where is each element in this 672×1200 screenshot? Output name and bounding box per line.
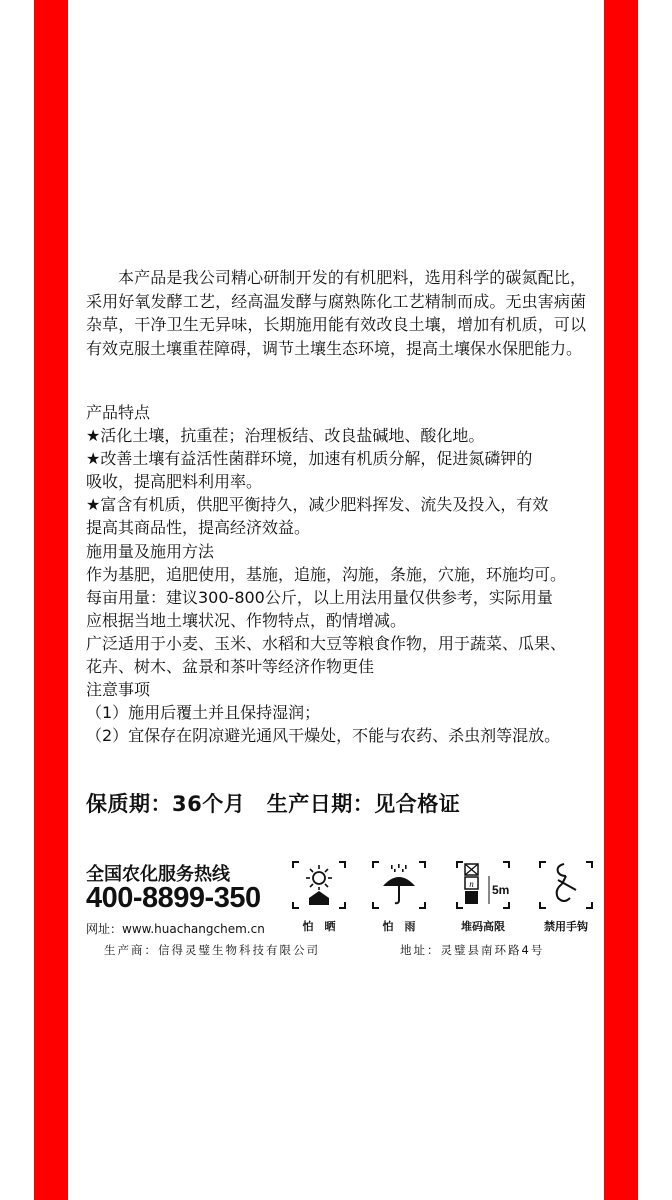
left-red-stripe bbox=[34, 0, 68, 1200]
note-line: （1）施用后覆土并且保持湿润； bbox=[86, 703, 321, 723]
stack-limit-label: 堆码高限 bbox=[461, 920, 505, 933]
note-line: （2）宜保存在阴凉避光通风干燥处，不能与农药、杀虫剂等混放。 bbox=[86, 726, 561, 746]
address-text: 地址：灵璧县南环路4号 bbox=[400, 943, 545, 957]
usage-line: 花卉、树木、盆景和茶叶等经济作物更佳 bbox=[86, 657, 375, 677]
shelf-life-text: 保质期：36个月 生产日期：见合格证 bbox=[86, 792, 461, 816]
stack-count-label: n bbox=[469, 879, 474, 889]
usage-line: 每亩用量：建议300-800公斤，以上用法用量仅供参考，实际用量 bbox=[86, 587, 553, 607]
section-heading-notes: 注意事项 bbox=[86, 680, 151, 700]
intro-paragraph: 本产品是我公司精心研制开发的有机肥料，选用科学的碳氮配比，采用好氧发酵工艺，经高温发酵与腐熟陈化工艺精制而成。无虫害病菌杂草，干净卫生无异味，长期施用能有效改良土壤，增加有机质，可以有效克服土壤重茬障碍，调节土壤生态环境，提高土壤保水保肥能力。 bbox=[86, 268, 586, 358]
no-hook-icon bbox=[538, 860, 594, 910]
section-heading-usage: 施用量及施用方法 bbox=[86, 541, 215, 561]
hotline-number: 400-8899-350 bbox=[86, 882, 261, 914]
stack-limit-icon bbox=[455, 860, 511, 910]
website-text: 网址：www.huachangchem.cn bbox=[86, 922, 265, 936]
no-hook-label: 禁用手钩 bbox=[544, 920, 588, 933]
sun-icon bbox=[291, 860, 347, 910]
usage-line: 应根据当地土壤状况、作物特点，酌情增减。 bbox=[86, 610, 407, 630]
feature-line: 提高其商品性，提高经济效益。 bbox=[86, 518, 311, 538]
right-red-stripe bbox=[604, 0, 638, 1200]
stack-height-label: 5m bbox=[492, 883, 510, 897]
hotline-title: 全国农化服务热线 bbox=[86, 864, 230, 885]
section-heading-features: 产品特点 bbox=[86, 403, 151, 422]
usage-line: 广泛适用于小麦、玉米、水稻和大豆等粮食作物，用于蔬菜、瓜果、 bbox=[86, 633, 567, 653]
feature-line: ★活化土壤，抗重茬；治理板结、改良盐碱地、酸化地。 bbox=[86, 426, 485, 446]
rain-warning-label: 怕 雨 bbox=[382, 920, 416, 933]
feature-line: 吸收，提高肥料利用率。 bbox=[86, 472, 263, 492]
feature-line: ★富含有机质，供肥平衡持久，减少肥料挥发、流失及投入，有效 bbox=[86, 495, 549, 515]
sun-warning bbox=[289, 860, 349, 934]
product-details bbox=[86, 401, 586, 747]
no-hook-warning bbox=[536, 860, 596, 934]
sun-warning-label: 怕 晒 bbox=[302, 920, 336, 933]
umbrella-icon bbox=[371, 860, 427, 910]
feature-line: ★改善土壤有益活性菌群环境，加速有机质分解，促进氮磷钾的 bbox=[86, 449, 533, 469]
usage-line: 作为基肥，追肥使用，基施，追施，沟施，条施，穴施，环施均可。 bbox=[86, 564, 567, 584]
manufacturer-text: 生产商：信得灵璧生物科技有限公司 bbox=[104, 943, 320, 957]
stack-limit bbox=[453, 860, 513, 934]
rain-warning bbox=[369, 860, 429, 934]
